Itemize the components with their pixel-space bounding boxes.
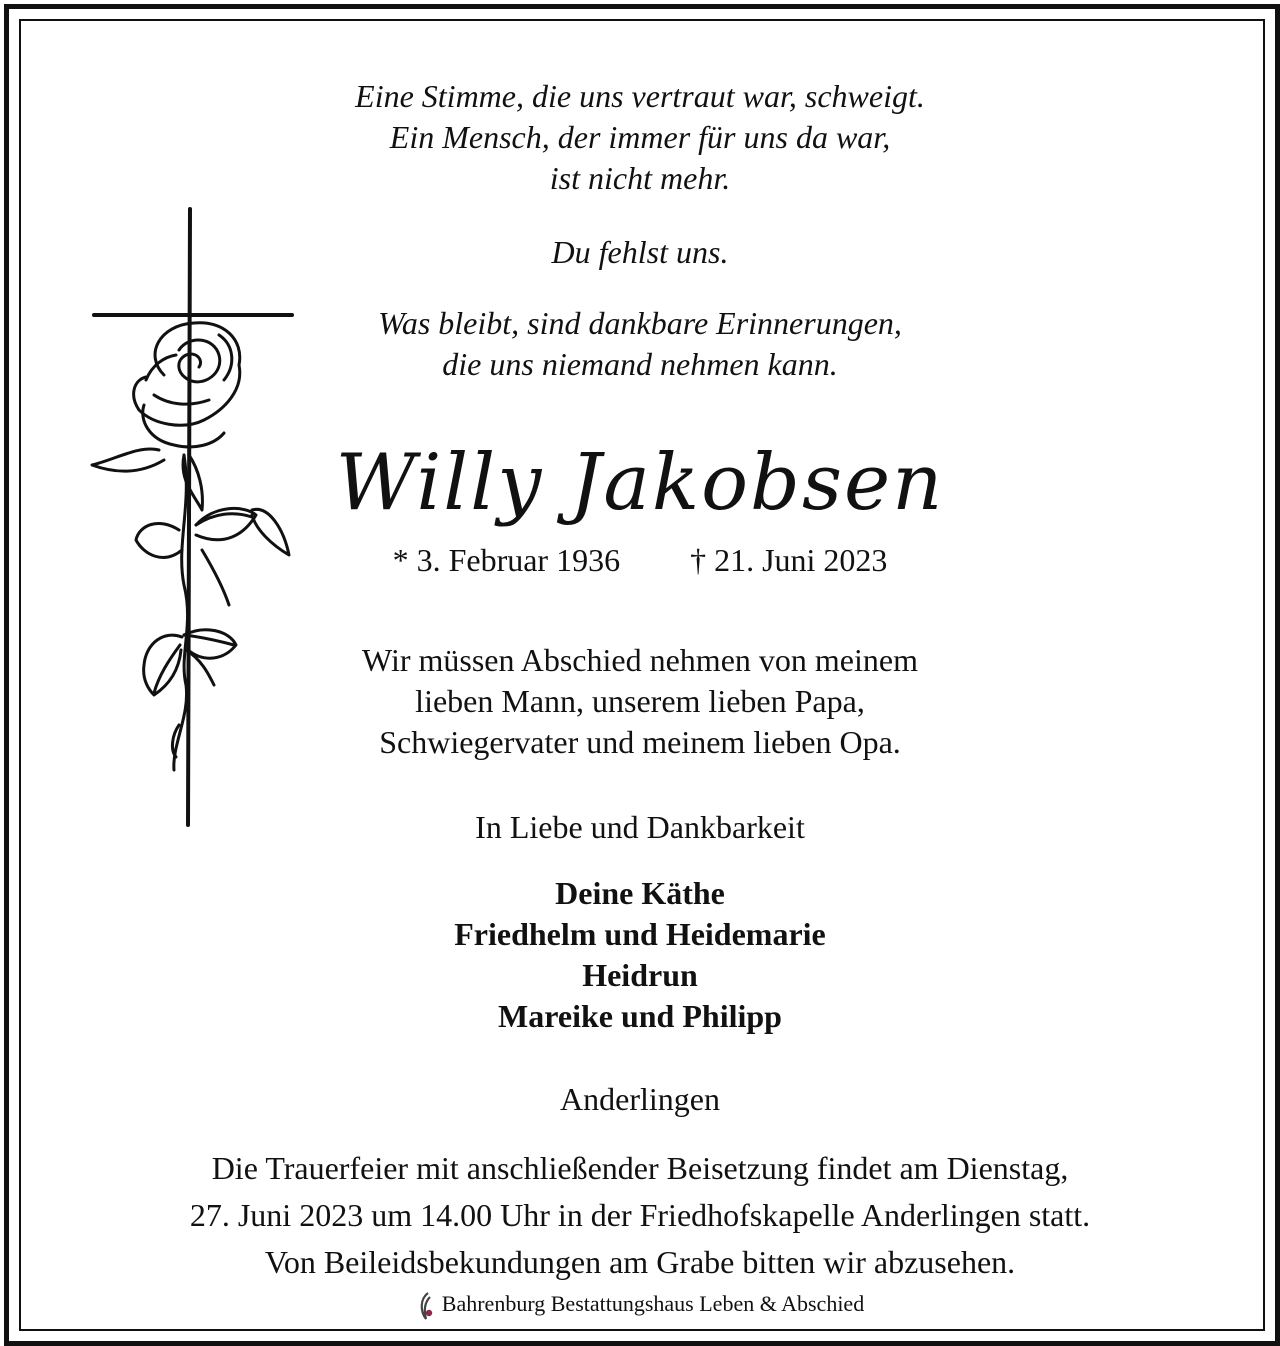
message-line: Schwiegervater und meinem lieben Opa. (379, 724, 901, 760)
life-dates (0, 540, 1280, 580)
funeral-director (0, 1290, 1280, 1321)
birth-date: * 3. Februar 1936 (392, 542, 621, 578)
verse-line: ist nicht mehr. (549, 160, 731, 196)
family-member: Deine Käthe (555, 875, 725, 911)
death-date: † 21. Juni 2023 (690, 542, 888, 578)
verse-short (0, 232, 1280, 273)
funeral-line: Von Beileidsbekundungen am Grabe bitten wir abzusehen. (264, 1244, 1016, 1280)
closing-phrase: In Liebe und Dankbarkeit (475, 809, 805, 845)
verse-line: Was bleibt, sind dankbare Erinnerungen, (378, 305, 902, 341)
deceased-name: Willy Jakobsen (335, 438, 945, 528)
message-line: lieben Mann, unserem lieben Papa, (415, 683, 865, 719)
opening-verse (0, 76, 1280, 199)
funeral-notice (0, 1141, 1280, 1289)
place-name: Anderlingen (560, 1081, 720, 1117)
funeral-home-logo-icon (416, 1291, 436, 1321)
family-member: Friedhelm und Heidemarie (454, 916, 826, 952)
message-line: Wir müssen Abschied nehmen von meinem (362, 642, 918, 678)
family-names (0, 873, 1280, 1037)
funeral-line: Die Trauerfeier mit anschließender Beisetzung findet am Dienstag, (211, 1150, 1069, 1186)
family-member: Heidrun (582, 957, 698, 993)
funeral-director-name: Bahrenburg Bestattungshaus Leben & Abschied (441, 1291, 865, 1316)
verse-line: die uns niemand nehmen kann. (442, 346, 838, 382)
family-member: Mareike und Philipp (498, 998, 782, 1034)
verse-closing (0, 303, 1280, 385)
farewell-message (0, 640, 1280, 763)
verse-line: Du fehlst uns. (551, 234, 729, 270)
verse-line: Ein Mensch, der immer für uns da war, (389, 119, 891, 155)
funeral-line: 27. Juni 2023 um 14.00 Uhr in der Friedhofskapelle Anderlingen statt. (189, 1197, 1091, 1233)
verse-line: Eine Stimme, die uns vertraut war, schweigt. (355, 78, 925, 114)
